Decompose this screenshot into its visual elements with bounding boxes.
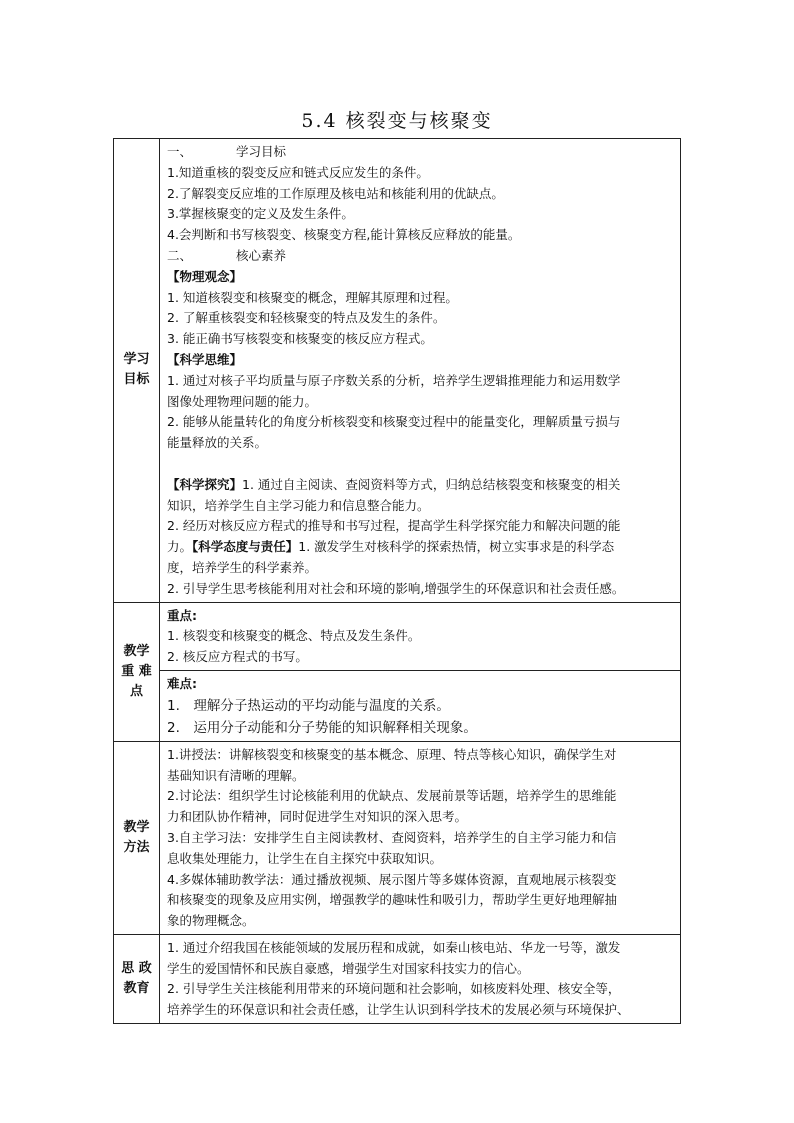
lesson-plan-table [113,138,681,1024]
key-point-item: 2. 核反应方程式的书写。 [167,649,308,665]
attitude-line: 度，培养学生的科学素养。 [167,559,318,575]
section-heading-literacy: 二、 核心素养 [167,247,287,263]
scientific-thinking-title: 【科学思维】 [167,351,243,367]
method-line: 息收集处理能力，让学生在自主探究中获取知识。 [167,850,443,866]
scientific-thinking-line: 能量释放的关系。 [167,435,268,451]
key-points-title: 重点: [167,607,197,623]
physics-concept-item: 2. 了解重核裂变和轻核聚变的特点及发生的条件。 [167,310,446,326]
method-line: 象的物理概念。 [167,913,255,929]
physics-concept-title: 【物理观念】 [167,268,243,284]
ideology-line: 学生的爱国情怀和民族自豪感，增强学生对国家科技实力的信心。 [167,960,530,976]
key-point-item: 1. 核裂变和核聚变的概念、特点及发生条件。 [167,628,421,644]
physics-concept-item: 1. 知道核裂变和核聚变的概念，理解其原理和过程。 [167,289,458,305]
section-heading-goals: 一、 学习目标 [167,144,287,159]
method-line: 4.多媒体辅助教学法：通过播放视频、展示图片等多媒体资源，直观地展示核裂变 [167,871,617,887]
goal-item: 3.掌握核聚变的定义及发生条件。 [167,206,354,222]
goal-item: 2.了解裂变反应堆的工作原理及核电站和核能利用的优缺点。 [167,185,504,201]
goal-item: 4.会判断和书写核裂变、核聚变方程,能计算核反应释放的能量。 [167,227,521,243]
key-points-content [160,602,681,670]
methods-label: 教学 方法 [114,741,160,934]
page-title: 5.4 核裂变与核聚变 [301,110,493,132]
methods-row [114,741,681,934]
attitude-line: 2. 引导学生思考核能利用对社会和环境的影响,增强学生的环保意识和社会责任感。 [167,580,625,596]
ideology-line: 1. 通过介绍我国在核能领域的发展历程和成就，如秦山核电站、华龙一号等，激发 [167,939,621,955]
method-line: 1.讲授法：讲解核裂变和核聚变的基本概念、原理、特点等核心知识，确保学生对 [167,746,617,762]
key-points-row [114,602,681,670]
methods-content [160,741,681,934]
method-line: 和核聚变的现象及应用实例，增强教学的趣味性和吸引力，帮助学生更好地理解抽 [167,892,618,908]
method-line: 3.自主学习法：安排学生自主阅读教材、查阅资料，培养学生的自主学习能力和信 [167,829,617,845]
ideology-line: 培养学生的环保意识和社会责任感，让学生认识到科学技术的发展必须与环境保护、 [167,1002,630,1018]
method-line: 力和团队协作精神，同时促进学生对知识的深入思考。 [167,809,468,825]
attitude-line: 力。【科学态度与责任】1. 激发学生对核科学的探索热情，树立实事求是的科学态 [167,539,615,555]
ideology-label: 思 政 教育 [114,934,160,1023]
objectives-label: 学习 目标 [114,139,160,603]
difficult-points-content [160,670,681,741]
blank-line [167,454,674,475]
physics-concept-item: 3. 能正确书写核裂变和核聚变的核反应方程式。 [167,331,433,347]
ideology-line: 2. 引导学生关注核能利用带来的环境问题和社会影响，如核废料处理、核安全等， [167,981,621,997]
key-points-label: 教学 重 难 点 [114,602,160,741]
attitude-title: 【科学态度与责任】 [192,539,299,555]
method-line: 2.讨论法：组织学生讨论核能利用的优缺点、发展前景等话题，培养学生的思维能 [167,788,617,804]
difficult-points-row [114,670,681,741]
goal-item: 1.知道重核的裂变反应和链式反应发生的条件。 [167,164,429,180]
scientific-thinking-line: 1. 通过对核子平均质量与原子序数关系的分析，培养学生逻辑推理能力和运用数学 [167,372,621,388]
difficult-points-title: 难点: [167,675,197,691]
scientific-thinking-line: 2. 能够从能量转化的角度分析核裂变和核聚变过程中的能量变化，理解质量亏损与 [167,414,621,430]
difficult-point-item: 2. 运用分子动能和分子势能的知识解释相关现象。 [167,719,477,736]
objectives-row [114,139,681,603]
scientific-inquiry-line: 2. 经历对核反应方程式的推导和书写过程，提高学生科学探究能力和解决问题的能 [167,518,621,534]
ideology-row [114,934,681,1023]
scientific-thinking-line: 图像处理物理问题的能力。 [167,393,318,409]
method-line: 基础知识有清晰的理解。 [167,767,305,783]
ideology-content [160,934,681,1023]
objectives-content [160,139,681,603]
scientific-inquiry-line: 知识，培养学生自主学习能力和信息整合能力。 [167,497,430,513]
difficult-point-item: 1. 理解分子热运动的平均动能与温度的关系。 [167,697,450,714]
scientific-inquiry-title: 【科学探究】 [167,476,243,492]
scientific-inquiry-line: 【科学探究】1. 通过自主阅读、查阅资料等方式，归纳总结核裂变和核聚变的相关 [167,476,621,492]
